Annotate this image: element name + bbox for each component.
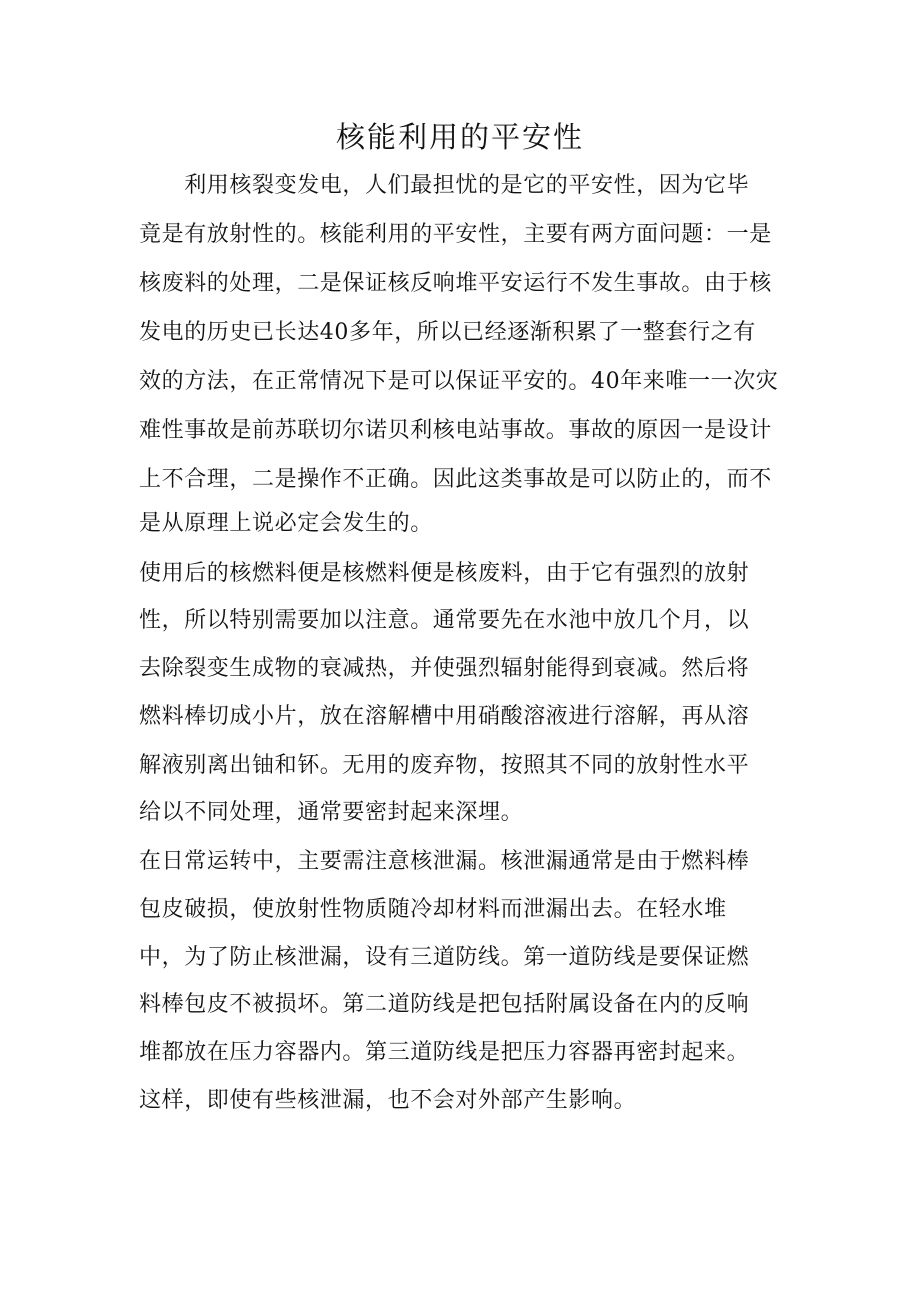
text-line: 去除裂变生成物的衰减热，并使强烈辐射能得到衰减。然后将 bbox=[139, 656, 750, 681]
text-line: 在日常运转中，主要需注意核泄漏。核泄漏通常是由于燃料棒 bbox=[139, 849, 750, 874]
text-line: 燃料棒切成小片，放在溶解槽中用硝酸溶液进行溶解，再从溶 bbox=[139, 704, 750, 729]
text-line: 利用核裂变发电，人们最担忧的是它的平安性，因为它毕 bbox=[139, 173, 750, 198]
text-line: 这样，即使有些核泄漏，也不会对外部产生影响。 bbox=[139, 1088, 637, 1113]
text-line: 效的方法，在正常情况下是可以保证平安的。40年来唯一一次灾 bbox=[139, 369, 779, 394]
text-line: 竟是有放射性的。核能利用的平安性，主要有两方面问题：一是 bbox=[139, 222, 772, 247]
text-line: 料棒包皮不被损坏。第二道防线是把包括附属设备在内的反响 bbox=[139, 992, 750, 1017]
document-title: 核能利用的平安性 bbox=[335, 120, 584, 154]
text-line: 难性事故是前苏联切尔诺贝利核电站事故。事故的原因一是设计 bbox=[139, 418, 772, 443]
text-line: 是从原理上说必定会发生的。 bbox=[139, 511, 433, 536]
text-line: 解液别离出铀和钚。无用的废弃物，按照其不同的放射性水平 bbox=[139, 753, 750, 778]
text-line: 上不合理，二是操作不正确。因此这类事故是可以防止的，而不 bbox=[139, 467, 772, 492]
text-line: 核废料的处理，二是保证核反响堆平安运行不发生事故。由于核 bbox=[139, 271, 772, 296]
text-line: 使用后的核燃料便是核燃料便是核废料，由于它有强烈的放射 bbox=[139, 561, 750, 586]
text-line: 给以不同处理，通常要密封起来深埋。 bbox=[139, 800, 524, 825]
text-line: 包皮破损，使放射性物质随冷却材料而泄漏出去。在轻水堆 bbox=[139, 897, 727, 922]
text-line: 性，所以特别需要加以注意。通常要先在水池中放几个月，以 bbox=[139, 608, 750, 633]
text-line: 发电的历史已长达40多年，所以已经逐渐积累了一整套行之有 bbox=[139, 320, 756, 345]
text-line: 堆都放在压力容器内。第三道防线是把压力容器再密封起来。 bbox=[139, 1040, 750, 1065]
text-line: 中，为了防止核泄漏，设有三道防线。第一道防线是要保证燃 bbox=[139, 945, 750, 970]
